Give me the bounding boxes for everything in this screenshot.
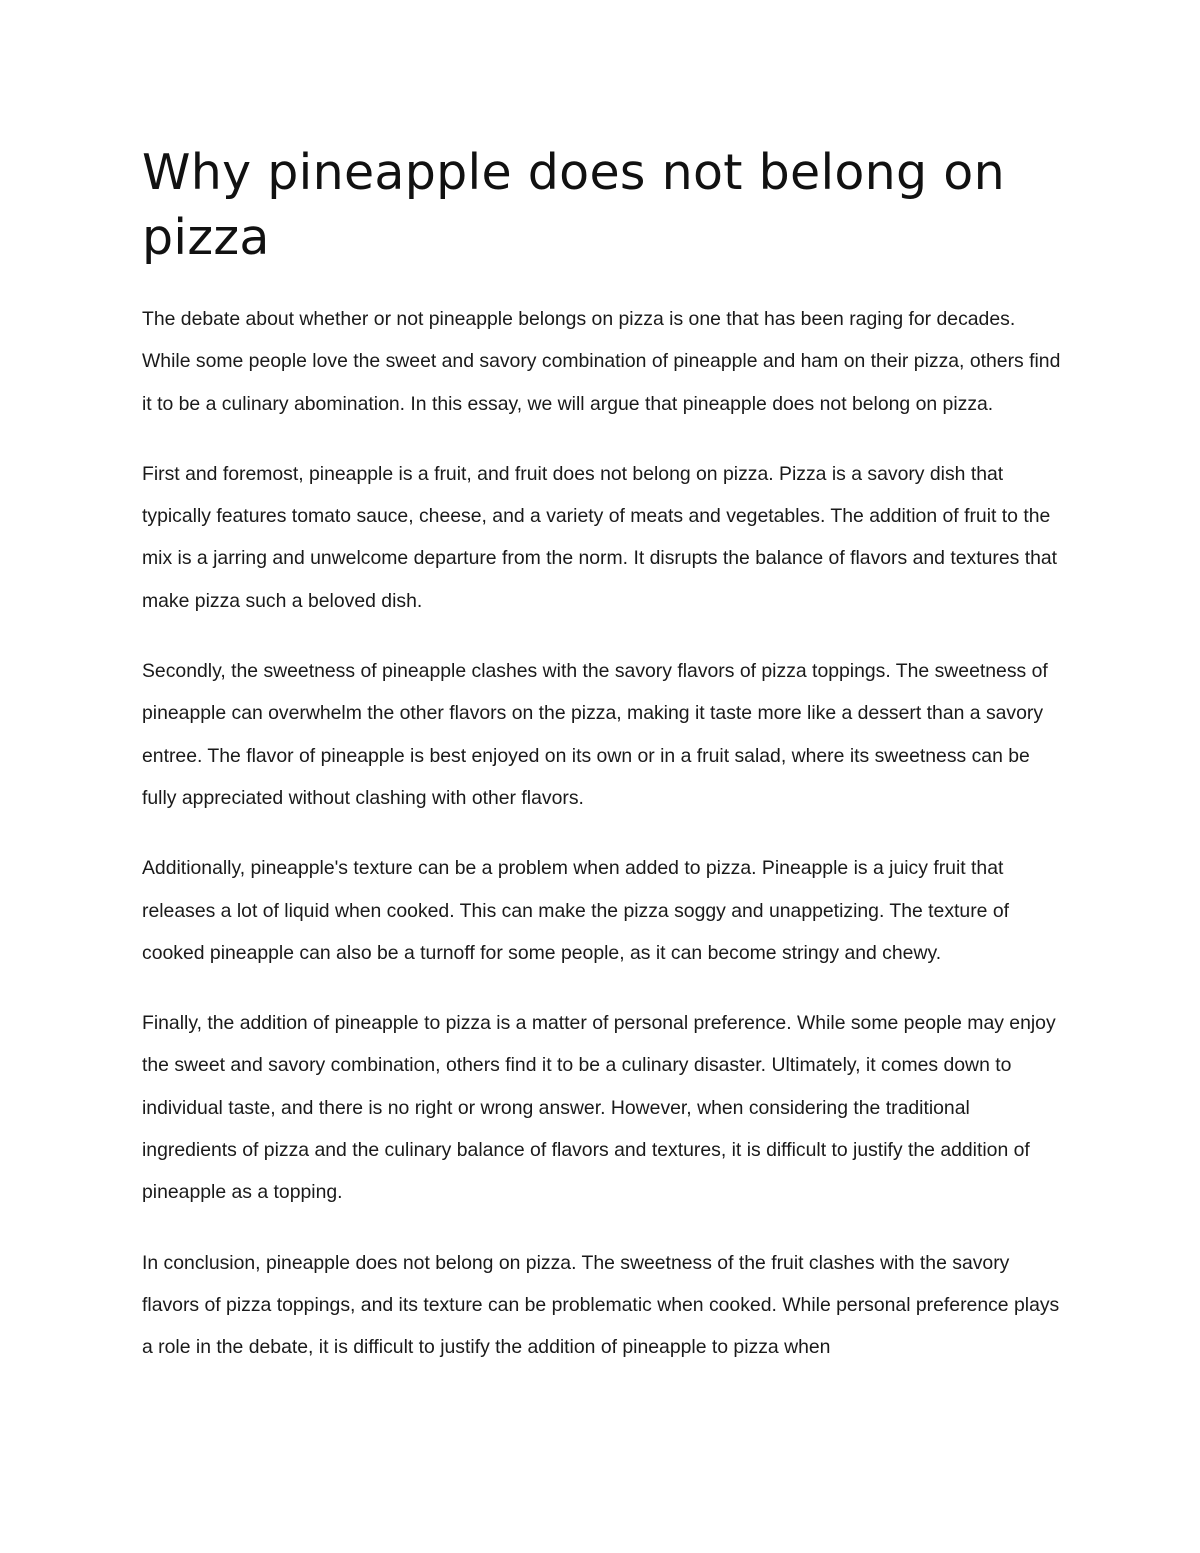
paragraph-intro: The debate about whether or not pineapple belongs on pizza is one that has been raging for decades. While some people love the sweet and savory combination of pineapple and ham on their pizza, others find it to be a culinary abomination. In this essay, we will argue that pineapple does not belong on pizza. bbox=[142, 308, 1061, 415]
paragraph-preference: Finally, the addition of pineapple to pizza is a matter of personal preference. While some people may enjoy the sweet and savory combination, others find it to be a culinary disaster. Ultimately, it comes down to individual taste, and there is no right or wrong answer. However, when considering the traditional ingredients of pizza and the culinary balance of flavors and textures, it is difficult to justify the addition of pineapple as a topping. bbox=[142, 1012, 1056, 1204]
document-body bbox=[142, 140, 1067, 1397]
paragraph-sweetness: Secondly, the sweetness of pineapple clashes with the savory flavors of pizza toppings. The sweetness of pineapple can overwhelm the other flavors on the pizza, making it taste more like a dessert than a savory entree. The flavor of pineapple is best enjoyed on its own or in a fruit salad, where its sweetness can be fully appreciated without clashing with other flavors. bbox=[142, 660, 1048, 809]
paragraph-conclusion: In conclusion, pineapple does not belong on pizza. The sweetness of the fruit clashes with the savory flavors of pizza toppings, and its texture can be problematic when cooked. While personal preference plays a role in the debate, it is difficult to justify the addition of pineapple to pizza when bbox=[142, 1251, 1060, 1359]
paragraph-fruit: First and foremost, pineapple is a fruit, and fruit does not belong on pizza. Pizza is a savory dish that typically features tomato sauce, cheese, and a variety of meats and vegetables. The addition of fruit to the mix is a jarring and unwelcome departure from the norm. It disrupts the balance of flavors and textures that make pizza such a beloved dish. bbox=[142, 462, 1058, 612]
document-title: Why pineapple does not belong on pizza bbox=[142, 144, 1005, 266]
paragraph-texture: Additionally, pineapple's texture can be a problem when added to pizza. Pineapple is a juicy fruit that releases a lot of liquid when cooked. This can make the pizza soggy and unappetizing. The texture of cooked pineapple can also be a turnoff for some people, as it can become stringy and chewy. bbox=[142, 857, 1010, 964]
